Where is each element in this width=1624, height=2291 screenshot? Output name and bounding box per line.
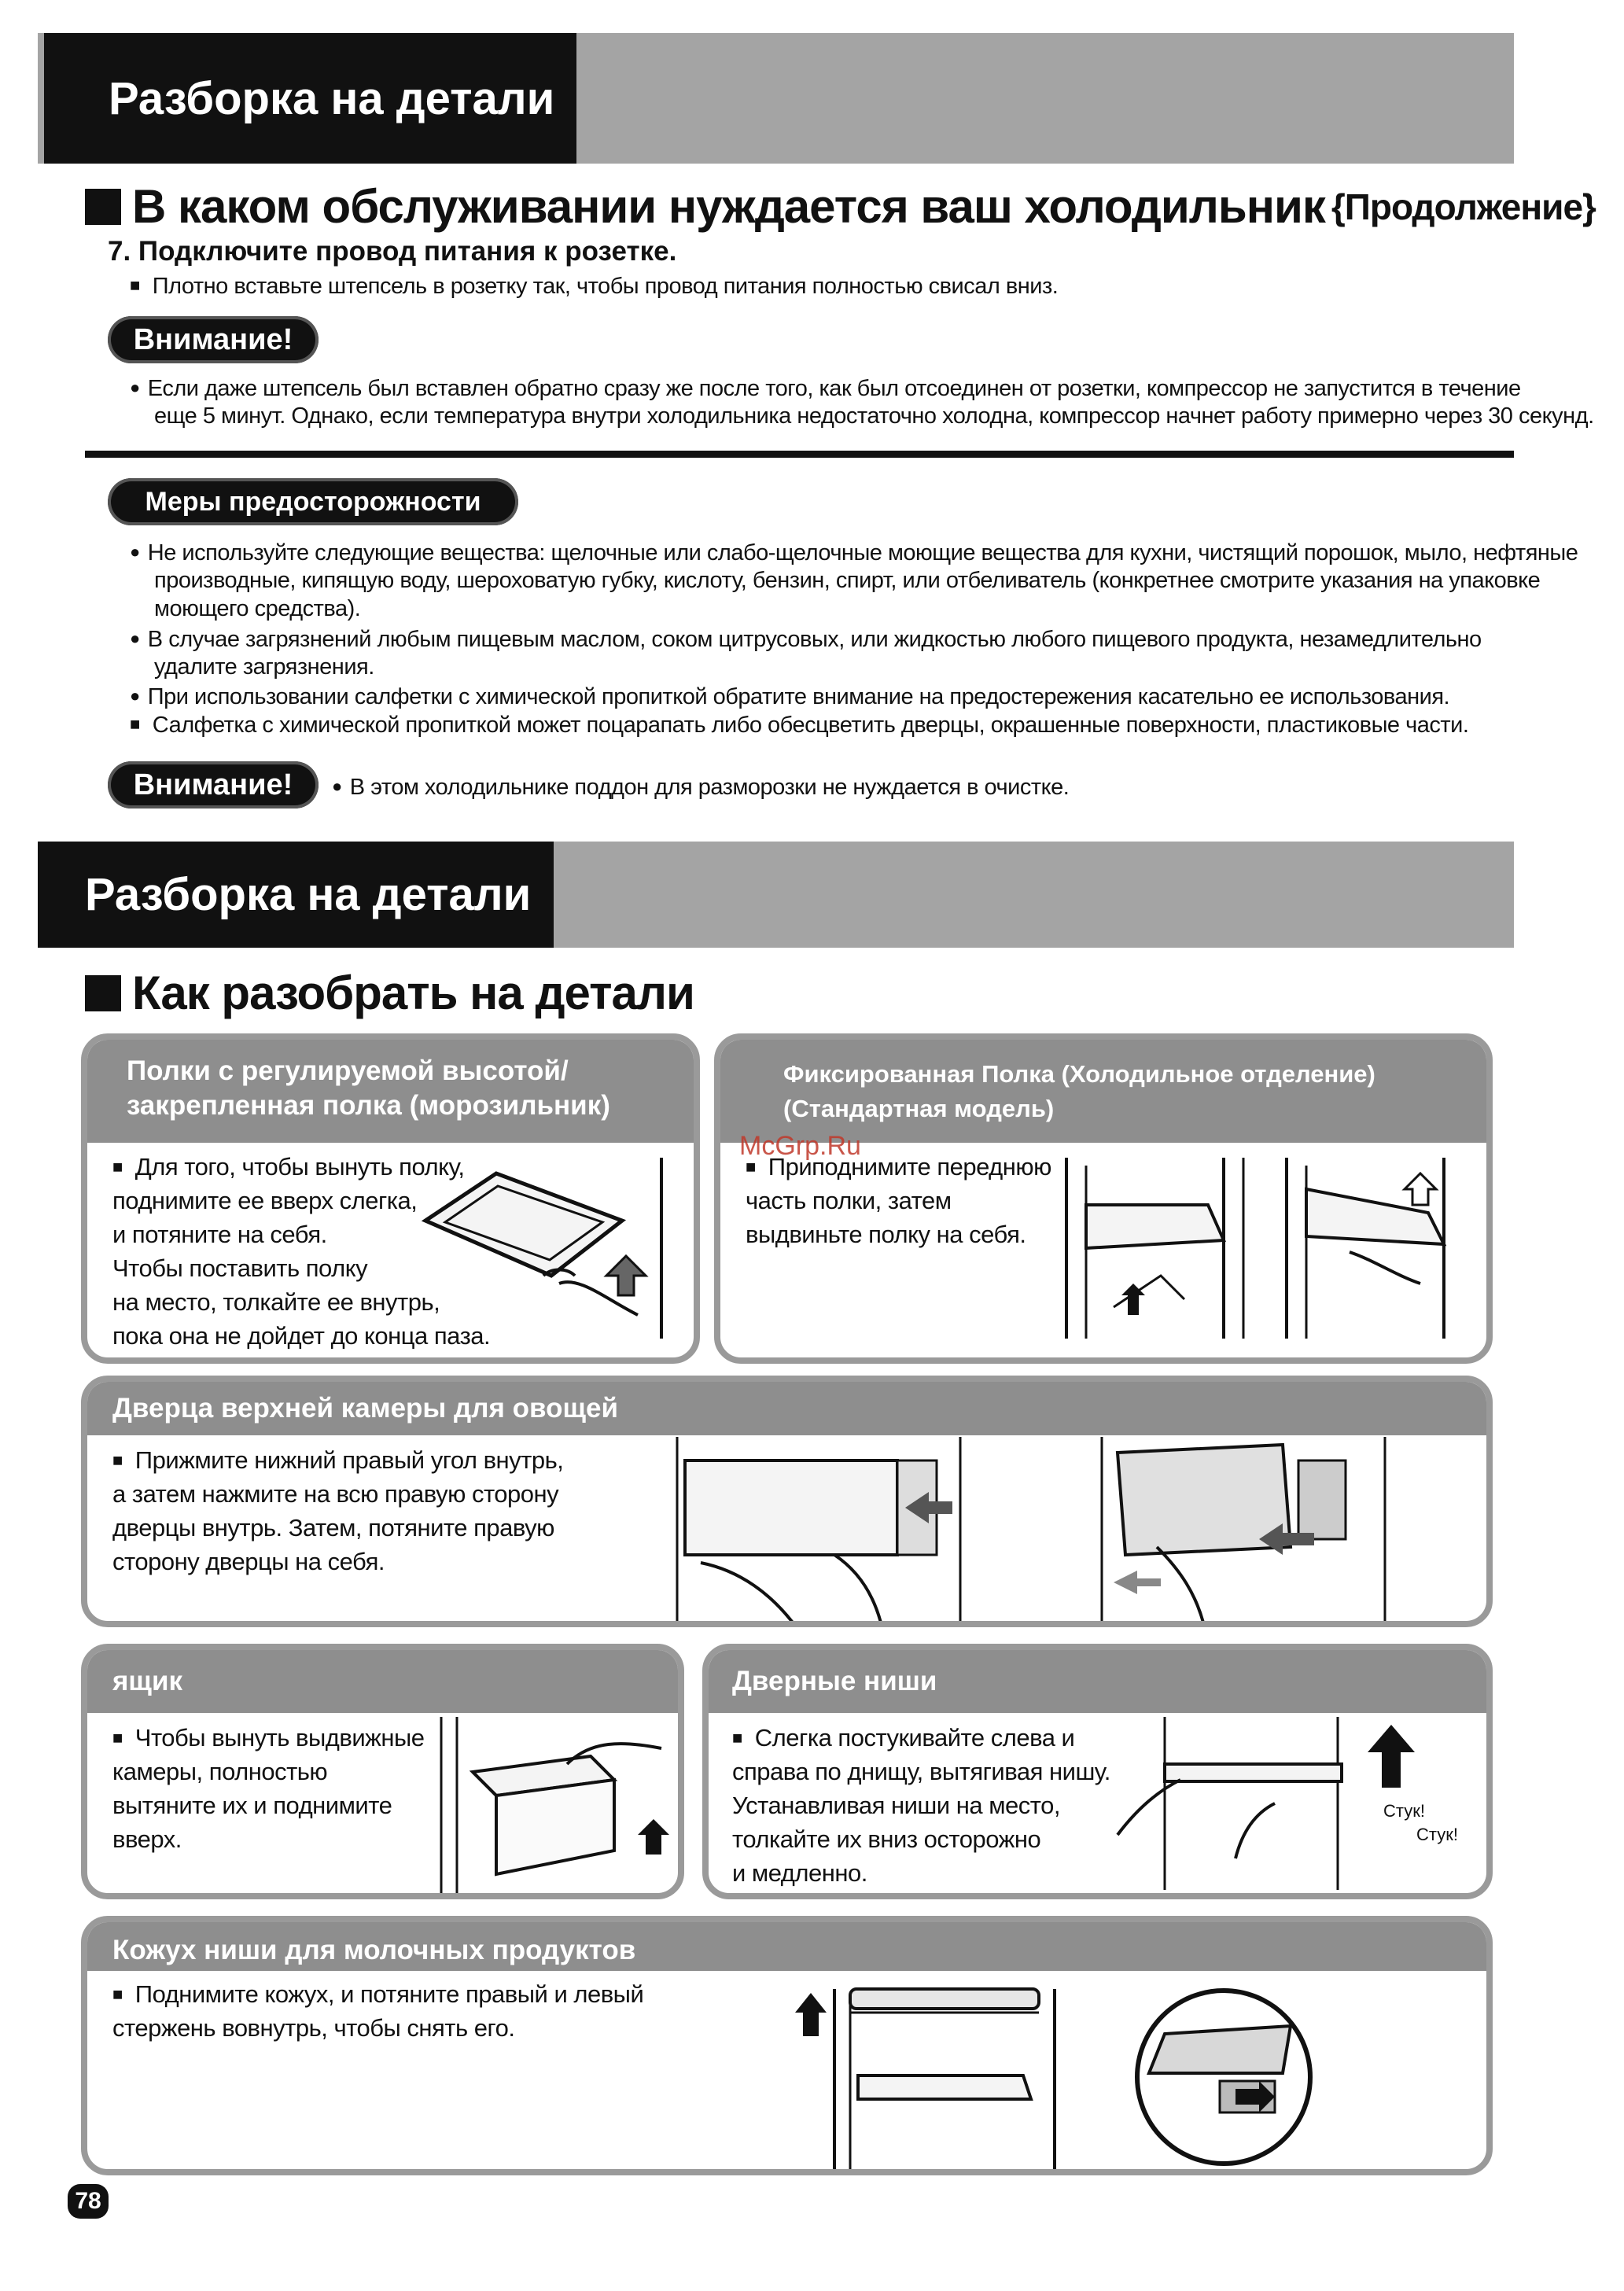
card-text: ■ Чтобы вынуть выдвижные камеры, полностью вытяните их и поднимите вверх. — [112, 1721, 425, 1856]
precaution-line: ● Не используйте следующие вещества: щелочные или слабо-щелочные моющие вещества для кухни, чистящий порошок, мыло, нефтяные — [130, 537, 1578, 568]
section-title-text: Разборка на детали — [109, 72, 555, 124]
door-bin-illustration — [1118, 1717, 1353, 1890]
click-sound-label: Стук! — [1416, 1825, 1458, 1844]
precaution-line: моющего средства). — [154, 596, 361, 621]
page-number: 78 — [68, 2184, 109, 2219]
heading-square-icon — [85, 975, 121, 1011]
precaution-line: удалите загрязнения. — [154, 654, 374, 680]
drawer-illustration — [433, 1717, 677, 1898]
card-vegetable-door — [81, 1376, 1493, 1627]
disassembly-heading: Как разобрать на детали — [85, 966, 694, 1020]
card-text: ■ Поднимите кожух, и потяните правый и левый стержень вовнутрь, чтобы снять его. — [112, 1977, 643, 2045]
card-title: Кожух ниши для молочных продуктов — [87, 1922, 1486, 1971]
fixed-shelf-illustration-2 — [1287, 1158, 1467, 1339]
card-title: Дверные ниши — [709, 1650, 1486, 1713]
card-drawer — [81, 1644, 684, 1899]
section-header-bar — [38, 33, 1514, 164]
card-text: ■ Прижмите нижний правый угол внутрь, а затем нажмите на всю правую сторону дверцы внутрь. Затем, потяните правую сторону дверцы на себя. — [112, 1443, 563, 1578]
precautions-badge: Меры предосторожности — [108, 478, 518, 525]
maintenance-heading: В каком обслуживании нуждается ваш холодильник {Продолжение} — [85, 179, 1596, 234]
divider-rule — [85, 451, 1514, 458]
dairy-cover-illustration — [795, 1981, 1078, 2175]
precaution-line: производные, кипящую воду, шероховатую губку, кислоту, бензин, спирт, или отбеливатель (конкретнее смотрите указания на упаковке — [154, 568, 1541, 593]
card-text: ■ Для того, чтобы вынуть полку, поднимите ее вверх слегка, и потяните на себя. Чтобы поставить полку на место, толкайте ее внутрь, пока она не дойдет до конца паза. — [112, 1150, 490, 1353]
section-title-2: Разборка на детали — [38, 842, 554, 948]
attention-badge: Внимание! — [108, 316, 319, 363]
card-title: ящик — [87, 1650, 678, 1713]
vegetable-door-illustration-2 — [1102, 1437, 1393, 1626]
card-title: Фиксированная Полка (Холодильное отделение) (Стандартная модель) — [720, 1040, 1486, 1143]
card-text: ■ Приподнимите переднюю часть полки, затем выдвиньте полку на себя. — [746, 1150, 1051, 1251]
card-fixed-shelf — [714, 1033, 1493, 1364]
card-door-bins — [702, 1644, 1493, 1899]
up-arrow-icon — [1368, 1725, 1415, 1788]
card-dairy-cover — [81, 1916, 1493, 2175]
card-text: ■ Слегка постукивайте слева и справа по днищу, вытягивая нишу. Устанавливая ниши на место, толкайте их вниз осторожно и медленно. — [732, 1721, 1110, 1890]
card-title: Полки с регулируемой высотой/ закрепленная полка (морозильник) — [87, 1040, 694, 1143]
dairy-cover-detail-illustration — [1133, 1987, 1314, 2168]
attention-badge-2: Внимание! — [108, 761, 319, 808]
heading-square-icon — [85, 189, 121, 225]
precaution-line: ● При использовании салфетки с химической пропиткой обратите внимание на предостережения касательно ее использования. — [130, 681, 1449, 712]
attention-text-2: ● В этом холодильнике поддон для разморозки не нуждается в очистке. — [332, 772, 1069, 802]
watermark: McGrp.Ru — [739, 1131, 861, 1161]
section-title — [44, 33, 576, 164]
attention-text-line2: еще 5 минут. Однако, если температура внутри холодильника недостаточно холодна, компрессор начнет работу примерно через 30 секунд. — [154, 403, 1594, 429]
precaution-line: ■ Салфетка с химической пропиткой может поцарапать либо обесцветить дверцы, окрашенные поверхности, пластиковые части. — [130, 709, 1468, 740]
attention-text-line1: ● Если даже штепсель был вставлен обратно сразу же после того, как был отсоединен от розетки, компрессор не запустится в течение — [130, 373, 1521, 403]
shelf-illustration — [410, 1158, 669, 1339]
step-7-bullet: ■ Плотно вставьте штепсель в розетку так, чтобы провод питания полностью свисал вниз. — [130, 271, 1058, 301]
step-7: 7. Подключите провод питания к розетке. — [108, 236, 677, 267]
card-title: Дверца верхней камеры для овощей — [87, 1382, 1486, 1435]
click-sound-label: Стук! — [1383, 1801, 1425, 1821]
section-header-bar-2 — [38, 842, 1514, 948]
fixed-shelf-illustration-1 — [1066, 1158, 1247, 1339]
precaution-line: ● В случае загрязнений любым пищевым маслом, соком цитрусовых, или жидкостью любого пищевого продукта, незамедлительно — [130, 624, 1482, 654]
card-adjustable-shelf — [81, 1033, 700, 1364]
vegetable-door-illustration-1 — [677, 1437, 968, 1626]
